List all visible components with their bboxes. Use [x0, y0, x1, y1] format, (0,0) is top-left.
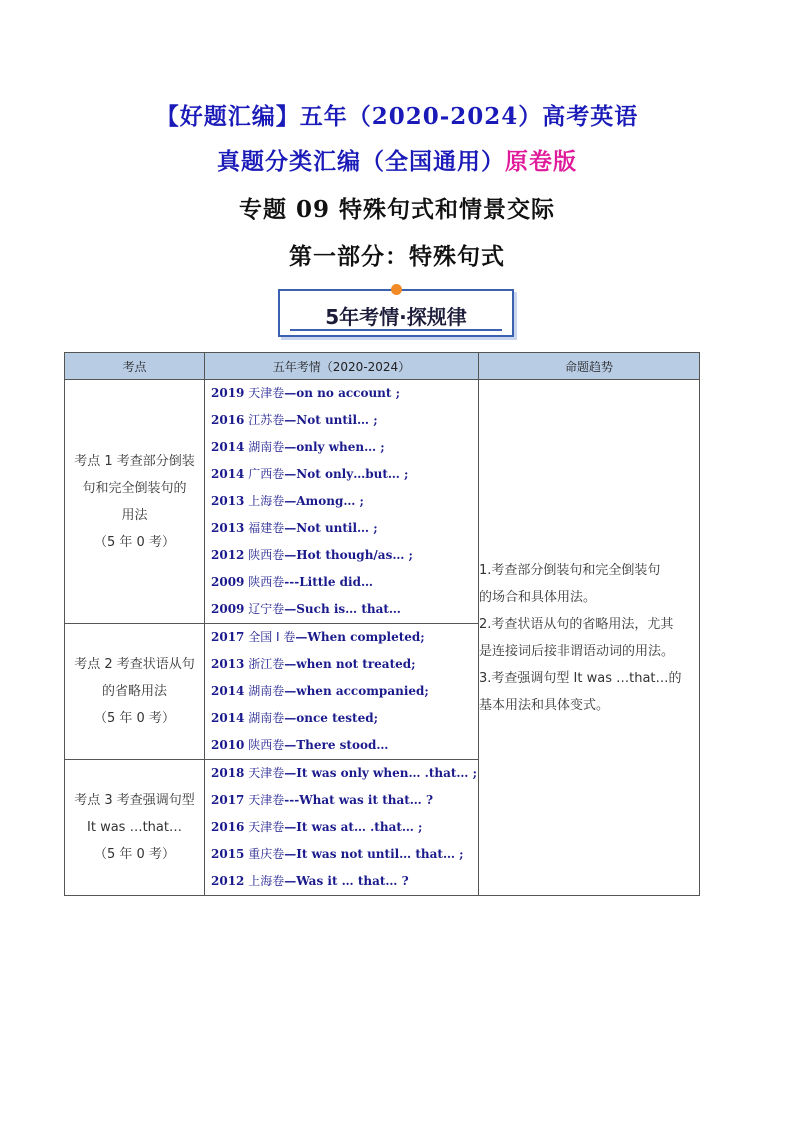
exam-province: 天津卷 — [248, 766, 285, 780]
exam-province: 全国 I 卷 — [248, 630, 296, 644]
title-line-2 — [0, 143, 794, 176]
exam-keyword: —It was only when… .that… ; — [284, 766, 478, 780]
trend-line: 2.考查状语从句的省略用法，尤其 — [479, 616, 674, 632]
exam-item — [205, 542, 478, 569]
exam-province: 天津卷 — [248, 386, 285, 400]
exam-item — [205, 678, 478, 705]
exam-point-line: （5 年 0 考） — [94, 534, 175, 550]
exam-province: 湖南卷 — [248, 684, 285, 698]
exam-point-line: 句和完全倒装句的 — [82, 480, 187, 496]
exam-keyword: ---Little did… — [284, 575, 373, 589]
exam-keyword: —Hot though/as… ; — [284, 548, 413, 562]
title-edition-label: 原卷版 — [505, 148, 577, 175]
header-trend: 命题趋势 — [479, 353, 700, 380]
exam-province: 广西卷 — [248, 467, 285, 481]
header-five-year: 五年考情（2020-2024） — [205, 353, 479, 380]
exam-item — [205, 732, 478, 759]
exam-item — [205, 515, 478, 542]
exam-item — [205, 461, 478, 488]
exam-province: 上海卷 — [248, 494, 285, 508]
exam-keyword: —when not treated; — [284, 657, 416, 671]
trend-line: 的场合和具体用法。 — [479, 589, 597, 605]
exam-province: 浙江卷 — [248, 657, 285, 671]
exam-keyword: —only when… ; — [284, 440, 385, 454]
badge-dot-icon — [391, 284, 402, 295]
trend-line: 基本用法和具体变式。 — [479, 697, 610, 713]
exam-item — [205, 488, 478, 515]
exam-keyword: —Not until… ; — [284, 521, 378, 535]
title-line-1: 【好题汇编】五年（2020-2024）高考英语 — [155, 103, 639, 130]
exam-items-cell — [205, 624, 479, 760]
exam-point-line: It was …that… — [87, 820, 182, 835]
exam-item — [205, 814, 478, 841]
exam-province: 天津卷 — [248, 793, 285, 807]
exam-keyword: —once tested; — [284, 711, 379, 725]
exam-keyword: —on no account ; — [284, 386, 401, 400]
exam-point-line: 考点 1 考查部分倒装 — [74, 453, 195, 469]
trend-cell — [479, 380, 700, 896]
exam-point-line: 考点 2 考查状语从句 — [74, 657, 195, 672]
exam-year: 2014 — [211, 684, 245, 698]
exam-keyword: —when accompanied; — [284, 684, 429, 698]
exam-keyword: ---What was it that… ? — [284, 793, 434, 807]
exam-province: 辽宁卷 — [248, 602, 285, 616]
exam-keyword: —When completed; — [295, 630, 425, 644]
exam-item — [205, 434, 478, 461]
exam-province: 陕西卷 — [248, 575, 285, 589]
exam-point-line: 考点 3 考查强调句型 — [74, 793, 195, 808]
exam-year: 2015 — [211, 847, 245, 861]
exam-keyword: —It was at… .that… ; — [284, 820, 423, 834]
header-point: 考点 — [65, 353, 205, 380]
exam-province: 重庆卷 — [248, 847, 285, 861]
exam-year: 2014 — [211, 711, 245, 725]
exam-item — [205, 569, 478, 596]
exam-province: 福建卷 — [248, 521, 285, 535]
exam-item — [205, 787, 478, 814]
exam-year: 2016 — [211, 820, 245, 834]
exam-province: 湖南卷 — [248, 440, 285, 454]
exam-point-cell — [65, 380, 205, 624]
table-header-row — [65, 353, 700, 380]
exam-keyword: —Not until… ; — [284, 413, 378, 427]
exam-year: 2009 — [211, 602, 245, 616]
exam-item — [205, 624, 478, 651]
exam-year: 2014 — [211, 467, 245, 481]
trend-line: 3.考查强调句型 It was …that…的 — [479, 670, 682, 686]
exam-year: 2018 — [211, 766, 245, 780]
exam-item — [205, 760, 478, 787]
exam-keyword: —It was not until… that… ; — [284, 847, 464, 861]
exam-item — [205, 380, 478, 407]
exam-year: 2017 — [211, 630, 245, 644]
topic-title: 专题 09 特殊句式和情景交际 — [238, 196, 556, 223]
exam-table — [64, 352, 700, 896]
section-badge — [278, 289, 514, 337]
badge-underline — [290, 329, 502, 331]
exam-item — [205, 407, 478, 434]
badge-label: 5年考情·探规律 — [325, 305, 467, 329]
exam-province: 江苏卷 — [248, 413, 285, 427]
trend-line: 1.考查部分倒装句和完全倒装句 — [479, 562, 661, 578]
exam-year: 2012 — [211, 874, 245, 888]
exam-keyword: —There stood… — [284, 738, 389, 752]
exam-year: 2009 — [211, 575, 245, 589]
exam-items-cell — [205, 380, 479, 624]
exam-year: 2010 — [211, 738, 245, 752]
exam-year: 2017 — [211, 793, 245, 807]
exam-keyword: —Was it … that… ? — [284, 874, 409, 888]
exam-keyword: —Such is… that… — [284, 602, 401, 616]
exam-item — [205, 596, 478, 623]
exam-point-cell — [65, 624, 205, 760]
trend-line: 是连接词后接非谓语动词的用法。 — [479, 643, 675, 659]
exam-year: 2019 — [211, 386, 245, 400]
exam-year: 2012 — [211, 548, 245, 562]
title-line-2-main: 真题分类汇编（全国通用） — [217, 148, 505, 175]
exam-item — [205, 705, 478, 732]
exam-point-line: 的省略用法 — [101, 684, 167, 699]
exam-province: 湖南卷 — [248, 711, 285, 725]
exam-year: 2016 — [211, 413, 245, 427]
exam-keyword: —Not only…but… ; — [284, 467, 409, 481]
table-row — [65, 380, 700, 624]
exam-province: 陕西卷 — [248, 738, 285, 752]
exam-province: 天津卷 — [248, 820, 285, 834]
exam-year: 2013 — [211, 657, 245, 671]
exam-point-line: 用法 — [121, 507, 148, 523]
exam-point-line: （5 年 0 考） — [94, 711, 175, 726]
exam-item — [205, 868, 478, 895]
exam-point-cell — [65, 760, 205, 896]
exam-province: 上海卷 — [248, 874, 285, 888]
exam-keyword: —Among… ; — [284, 494, 364, 508]
exam-province: 陕西卷 — [248, 548, 285, 562]
exam-year: 2013 — [211, 521, 245, 535]
exam-item — [205, 841, 478, 868]
exam-point-line: （5 年 0 考） — [94, 847, 175, 862]
exam-item — [205, 651, 478, 678]
exam-items-cell — [205, 760, 479, 896]
section-title: 第一部分：特殊句式 — [289, 243, 505, 270]
exam-year: 2013 — [211, 494, 245, 508]
exam-year: 2014 — [211, 440, 245, 454]
